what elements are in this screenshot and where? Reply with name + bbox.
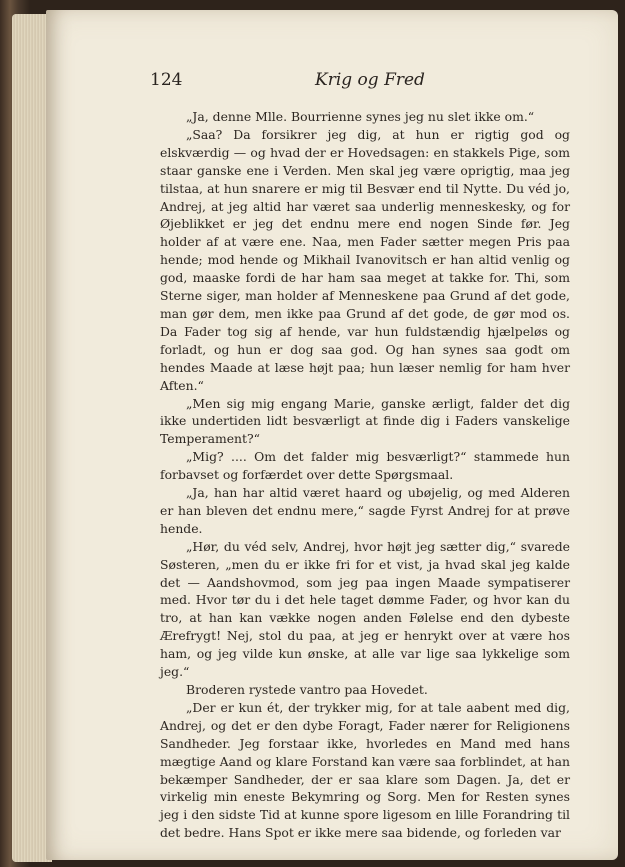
running-title: Krig og Fred [315, 70, 425, 90]
page-number: 124 [150, 70, 183, 90]
paragraph: „Saa? Da forsikrer jeg dig, at hun er rigtig god og elskværdig — og hvad der er Hovedsagen: en stakkels Pige, som staar ganske ene i Verden. Men skal jeg være oprigtig, maa jeg tilstaa, at hun snarere er mig til Besvær end til Nytte. Du véd jo, Andrej, at jeg altid har været saa underlig menneskesky, og for Øjeblikket er jeg det endnu mere end nogen Sinde før. Jeg holder af at være ene. Naa, men Fader sætter megen Pris paa hende; mod hende og Mikhail Ivanovitsch er han altid venlig og god, maaske fordi de har ham saa meget at takke for. Thi, som Sterne siger, man holder af Menneskene paa Grund af det gode, man gør dem, men ikke paa Grund af det gode, de gør mod os. Da Fader tog sig af hende, var hun fuldstændig hjælpeløs og forladt, og hun er dog saa god. Og han synes saa godt om hendes Maade at læse højt paa; hun læser nemlig for ham hver Aften.“ [160, 126, 570, 393]
paragraph: „Hør, du véd selv, Andrej, hvor højt jeg sætter dig,“ svarede Søsteren, „men du er ikke fri for et vist, ja hvad skal jeg kalde det — Aandshovmod, som jeg paa ingen Maade sympatiserer med. Hvor tør du i det hele taget dømme Fader, og hvor kan du tro, at han kan vække nogen anden Følelse end den dybeste Ærefrygt! Nej, stol du paa, at jeg er henrykt over at være hos ham, og jeg vilde kun ønske, at alle var lige saa lykkelige som jeg.“ [160, 538, 570, 680]
paragraph: „Ja, han har altid været haard og ubøjelig, og med Alderen er han bleven det endnu mere,“ sagde Fyrst Andrej for at prøve hende. [160, 485, 570, 536]
page-header [150, 70, 570, 100]
paragraph: „Men sig mig engang Marie, ganske ærligt, falder det dig ikke undertiden lidt besværligt at finde dig i Faders vanskelige Temperament?“ [160, 395, 570, 447]
paragraph: Broderen rystede vantro paa Hovedet. [186, 682, 428, 697]
paragraph: „Mig? .... Om det falder mig besværligt?“ stammede hun forbavset og forfærdet over dette Spørgsmaal. [160, 449, 570, 483]
body-text [160, 108, 570, 842]
paragraph: „Der er kun ét, der trykker mig, for at tale aabent med dig, Andrej, og det er den dybe Foragt, Fader nærer for Religionens Sandheder. Jeg forstaar ikke, hvorledes en Mand med hans mægtige Aand og klare Forstand kan være saa forblindet, at han bekæmper Sandheder, der er saa klare som Dagen. Ja, det er virkelig min eneste Bekymring og Sorg. Men for Resten synes jeg i den sidste Tid at kunne spore ligesom en lille Forandring til det bedre. Hans Spot er ikke mere saa bidende, og forleden var [160, 699, 570, 841]
paragraph: „Ja, denne Mlle. Bourrienne synes jeg nu slet ikke om.“ [186, 109, 535, 124]
